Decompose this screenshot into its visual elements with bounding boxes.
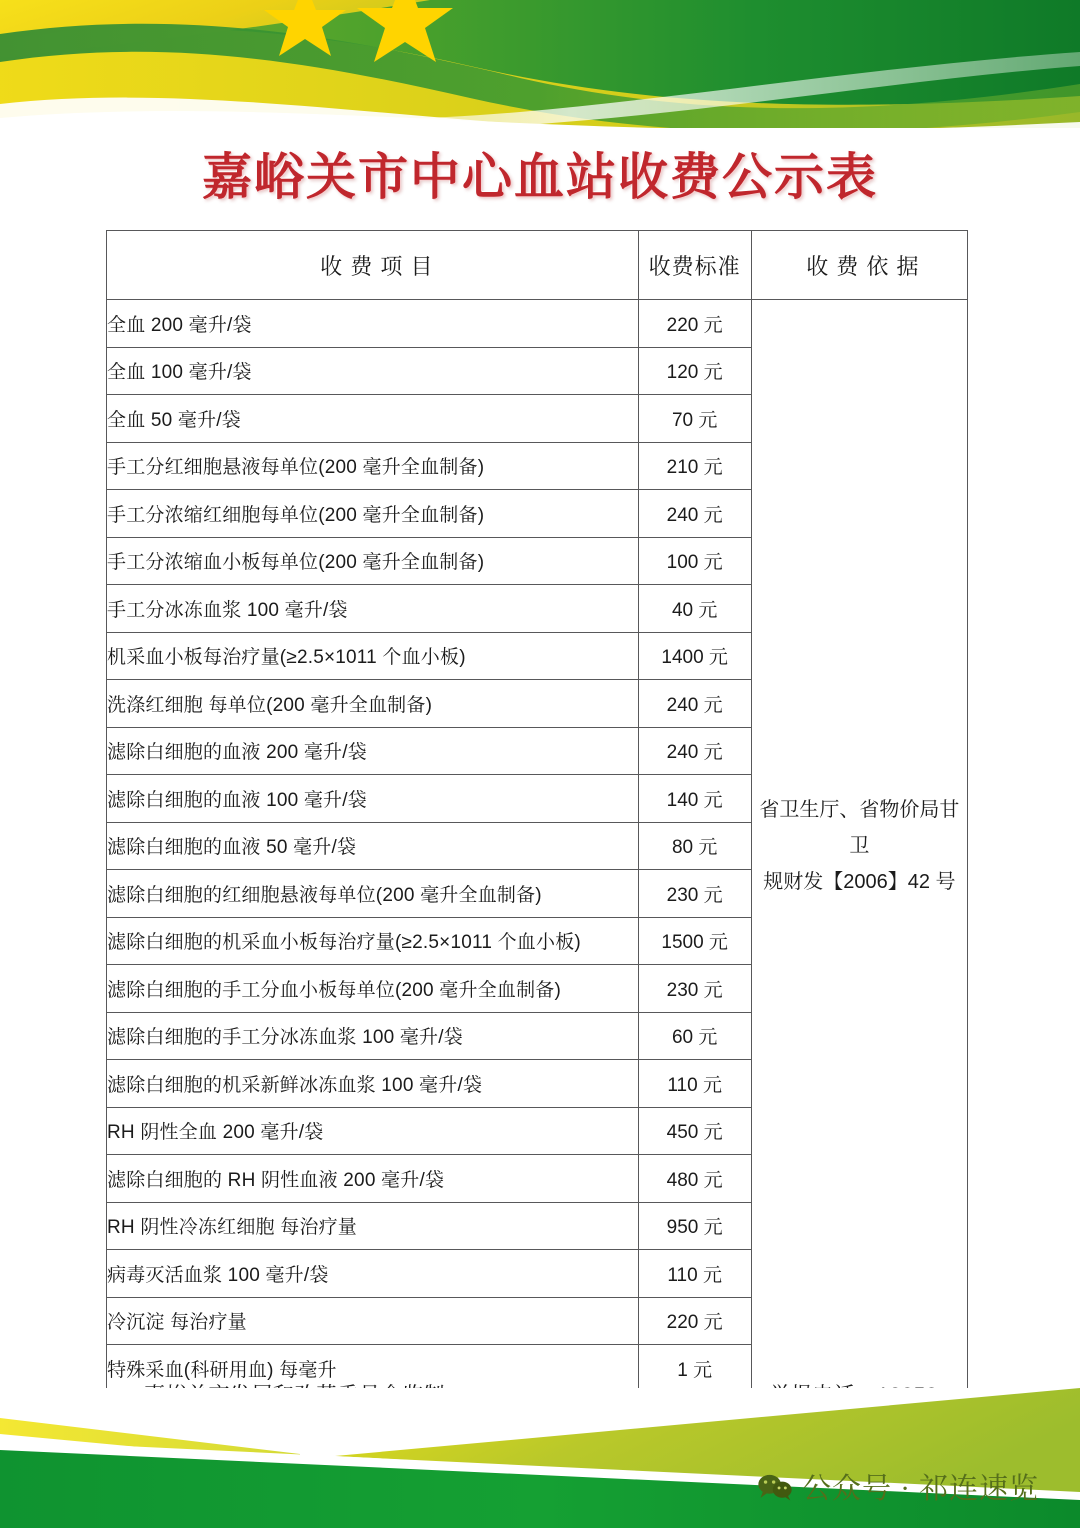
fee-standard-value: 220 元: [638, 300, 751, 348]
table-header-row: [107, 231, 968, 300]
fee-standard-value: 240 元: [638, 490, 751, 538]
fee-item-name: RH 阴性全血 200 毫升/袋: [107, 1107, 639, 1155]
fee-standard-value: 240 元: [638, 680, 751, 728]
column-header-standard: 收费标准: [638, 231, 751, 300]
fee-item-name: 滤除白细胞的 RH 阴性血液 200 毫升/袋: [107, 1155, 639, 1203]
fee-standard-value: 220 元: [638, 1297, 751, 1345]
fee-standard-value: 110 元: [638, 1250, 751, 1298]
fee-item-name: 滤除白细胞的血液 50 毫升/袋: [107, 822, 639, 870]
wechat-icon: [757, 1473, 793, 1501]
fee-item-name: 滤除白细胞的血液 100 毫升/袋: [107, 775, 639, 823]
fee-item-name: 手工分浓缩血小板每单位(200 毫升全血制备): [107, 537, 639, 585]
fee-standard-value: 1 元: [638, 1345, 751, 1393]
fee-standard-value: 210 元: [638, 442, 751, 490]
table-row: [107, 300, 968, 348]
fee-table-container: [106, 230, 968, 1393]
fee-item-name: 滤除白细胞的手工分血小板每单位(200 毫升全血制备): [107, 965, 639, 1013]
fee-item-name: 全血 100 毫升/袋: [107, 347, 639, 395]
fee-standard-value: 230 元: [638, 870, 751, 918]
fee-item-name: 滤除白细胞的红细胞悬液每单位(200 毫升全血制备): [107, 870, 639, 918]
fee-item-name: 滤除白细胞的机采新鲜冰冻血浆 100 毫升/袋: [107, 1060, 639, 1108]
fee-item-name: 滤除白细胞的机采血小板每治疗量(≥2.5×1011 个血小板): [107, 917, 639, 965]
bottom-decorative-banner: [0, 1388, 1080, 1528]
column-header-item: 收 费 项 目: [107, 231, 639, 300]
fee-item-name: 特殊采血(科研用血) 每毫升: [107, 1345, 639, 1393]
fee-item-name: RH 阴性冷冻红细胞 每治疗量: [107, 1202, 639, 1250]
wechat-watermark: [757, 1466, 1039, 1507]
wechat-icon-glyph: [757, 1473, 793, 1501]
fee-item-name: 全血 50 毫升/袋: [107, 395, 639, 443]
fee-standard-value: 950 元: [638, 1202, 751, 1250]
bottom-banner-graphic: [0, 1388, 1080, 1528]
fee-standard-value: 100 元: [638, 537, 751, 585]
fee-basis-cell: [751, 300, 967, 1393]
fee-item-name: 手工分浓缩红细胞每单位(200 毫升全血制备): [107, 490, 639, 538]
top-banner-graphic: [0, 0, 1080, 128]
fee-standard-value: 80 元: [638, 822, 751, 870]
column-header-basis: 收 费 依 据: [751, 231, 967, 300]
watermark-text: 公众号 · 祁连速览: [802, 1473, 1040, 1505]
page-title: 嘉峪关市中心血站收费公示表: [202, 149, 878, 205]
fee-standard-value: 240 元: [638, 727, 751, 775]
fee-standard-value: 480 元: [638, 1155, 751, 1203]
top-decorative-banner: [0, 0, 1080, 128]
fee-table-body: [107, 300, 968, 1393]
fee-standard-value: 450 元: [638, 1107, 751, 1155]
fee-item-name: 洗涤红细胞 每单位(200 毫升全血制备): [107, 680, 639, 728]
fee-standard-value: 120 元: [638, 347, 751, 395]
fee-standard-value: 40 元: [638, 585, 751, 633]
fee-item-name: 冷沉淀 每治疗量: [107, 1297, 639, 1345]
fee-item-name: 手工分红细胞悬液每单位(200 毫升全血制备): [107, 442, 639, 490]
fee-item-name: 手工分冰冻血浆 100 毫升/袋: [107, 585, 639, 633]
fee-standard-value: 110 元: [638, 1060, 751, 1108]
fee-standard-value: 60 元: [638, 1012, 751, 1060]
fee-basis-line-1: 省卫生厅、省物价局甘卫: [759, 798, 960, 857]
fee-standard-value: 140 元: [638, 775, 751, 823]
fee-item-name: 全血 200 毫升/袋: [107, 300, 639, 348]
fee-table: [106, 230, 968, 1393]
fee-item-name: 滤除白细胞的手工分冰冻血浆 100 毫升/袋: [107, 1012, 639, 1060]
fee-standard-value: 70 元: [638, 395, 751, 443]
fee-item-name: 病毒灭活血浆 100 毫升/袋: [107, 1250, 639, 1298]
fee-standard-value: 1500 元: [638, 917, 751, 965]
fee-basis-line-2: 规财发【2006】42 号: [763, 870, 956, 893]
fee-standard-value: 230 元: [638, 965, 751, 1013]
fee-item-name: 机采血小板每治疗量(≥2.5×1011 个血小板): [107, 632, 639, 680]
fee-item-name: 滤除白细胞的血液 200 毫升/袋: [107, 727, 639, 775]
fee-standard-value: 1400 元: [638, 632, 751, 680]
